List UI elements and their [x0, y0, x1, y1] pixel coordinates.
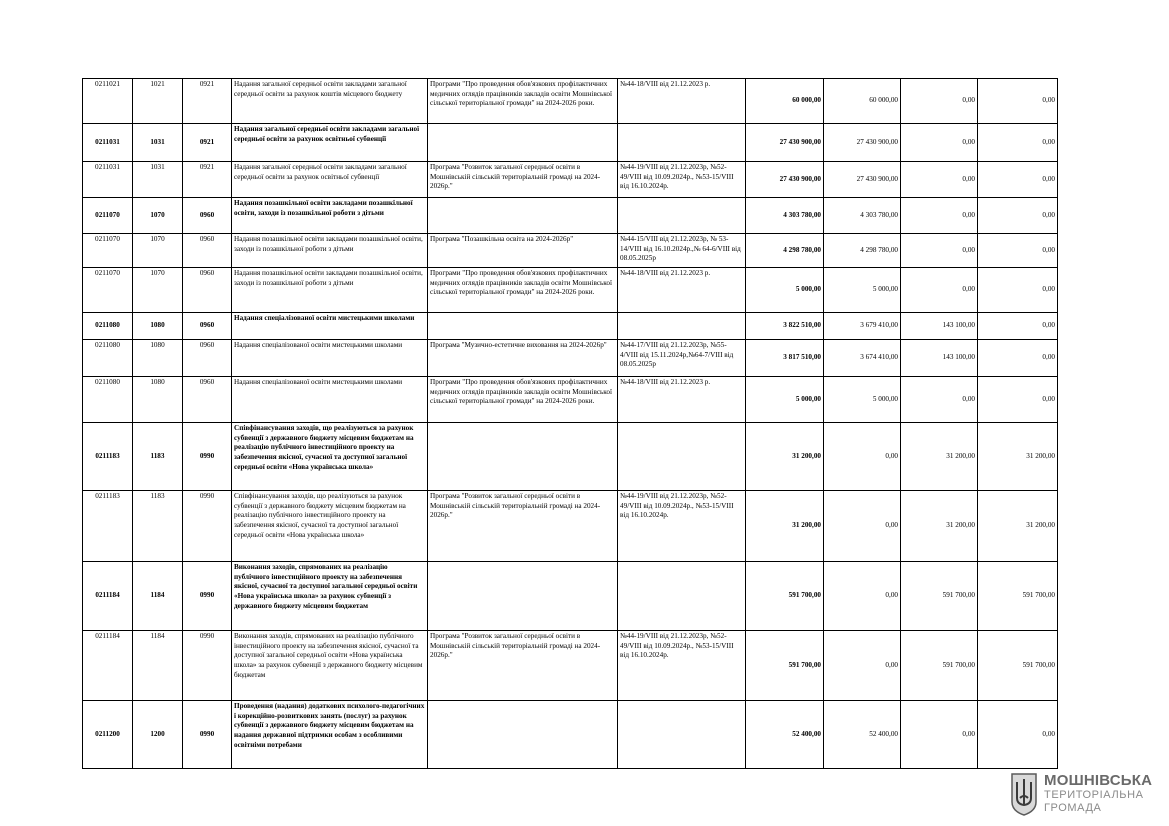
table-row [83, 198, 1058, 234]
cell-development-budget: 31 200,00 [978, 423, 1058, 491]
cell-fkvk-code: 0921 [183, 79, 232, 124]
budget-table [82, 78, 1058, 769]
cell-fkvk-code: 0960 [183, 377, 232, 423]
cell-total: 591 700,00 [746, 631, 824, 701]
cell-fkvk-code: 0960 [183, 313, 232, 340]
cell-special-fund: 0,00 [901, 234, 978, 268]
table-row [83, 79, 1058, 124]
cell-total: 27 430 900,00 [746, 124, 824, 162]
cell-fkvk-code: 0990 [183, 631, 232, 701]
cell-tpkvk-code: 1031 [133, 124, 183, 162]
cell-general-fund: 27 430 900,00 [824, 124, 901, 162]
cell-name: Надання спеціалізованої освіти мистецькими школами [232, 313, 428, 340]
cell-program-code: 0211070 [83, 234, 133, 268]
logo-line-2: ТЕРИТОРІАЛЬНА [1044, 789, 1144, 801]
cell-fkvk-code: 0990 [183, 491, 232, 562]
cell-name: Надання загальної середньої освіти закладами загальної середньої освіти за рахунок освітньої субвенції [232, 124, 428, 162]
logo-line-3: ГРОМАДА [1044, 802, 1102, 814]
cell-fkvk-code: 0990 [183, 701, 232, 769]
cell-name: Співфінансування заходів, що реалізуються за рахунок субвенції з державного бюджету місцевим бюджетам на реалізацію публічного інвестиційного проекту на забезпечення якісної, сучасної та доступної загальної середньої освіти «Нова українська школа» [232, 423, 428, 491]
cell-general-fund: 0,00 [824, 423, 901, 491]
cell-program-code: 0211070 [83, 268, 133, 313]
cell-tpkvk-code: 1080 [133, 313, 183, 340]
cell-program [428, 423, 618, 491]
cell-general-fund: 5 000,00 [824, 268, 901, 313]
cell-name: Надання позашкільної освіти закладами позашкільної освіти, заходи із позашкільної роботи з дітьми [232, 268, 428, 313]
cell-name: Проведення (надання) додаткових психолого-педагогічних і корекційно-розвиткових занять (послуг) за рахунок субвенції з державного бюджету місцевим бюджетам на надання державної підтримки особам з особливими освітніми потребами [232, 701, 428, 769]
table-row [83, 562, 1058, 631]
cell-general-fund: 4 303 780,00 [824, 198, 901, 234]
cell-program-code: 0211080 [83, 313, 133, 340]
table-row [83, 631, 1058, 701]
cell-name: Надання загальної середньої освіти закладами загальної середньої освіти за рахунок коштів місцевого бюджету [232, 79, 428, 124]
cell-name: Надання спеціалізованої освіти мистецькими школами [232, 340, 428, 377]
cell-total: 27 430 900,00 [746, 162, 824, 198]
cell-tpkvk-code: 1070 [133, 234, 183, 268]
cell-fkvk-code: 0921 [183, 162, 232, 198]
table-row [83, 162, 1058, 198]
cell-decision: №44-19/VIII від 21.12.2023р, №52-49/VIII від 10.09.2024р., №53-15/VIII від 16.10.2024р. [618, 491, 746, 562]
cell-special-fund: 0,00 [901, 701, 978, 769]
cell-general-fund: 27 430 900,00 [824, 162, 901, 198]
cell-name: Надання позашкільної освіти закладами позашкільної освіти, заходи із позашкільної роботи з дітьми [232, 198, 428, 234]
cell-tpkvk-code: 1183 [133, 423, 183, 491]
cell-development-budget: 0,00 [978, 377, 1058, 423]
cell-program-code: 0211183 [83, 491, 133, 562]
cell-special-fund: 31 200,00 [901, 491, 978, 562]
cell-fkvk-code: 0921 [183, 124, 232, 162]
cell-special-fund: 0,00 [901, 198, 978, 234]
cell-special-fund: 591 700,00 [901, 631, 978, 701]
logo-line-1: МОШНІВСЬКА [1044, 772, 1153, 789]
cell-general-fund: 0,00 [824, 491, 901, 562]
cell-general-fund: 5 000,00 [824, 377, 901, 423]
cell-program: Програма "Розвиток загальної середньої освіти в Мошнівській сільській територіальній громаді на 2024-2026р." [428, 162, 618, 198]
cell-decision [618, 562, 746, 631]
cell-tpkvk-code: 1031 [133, 162, 183, 198]
cell-development-budget: 31 200,00 [978, 491, 1058, 562]
cell-development-budget: 0,00 [978, 198, 1058, 234]
trident-coat-of-arms-icon [1010, 772, 1038, 816]
cell-program-code: 0211080 [83, 377, 133, 423]
cell-tpkvk-code: 1080 [133, 377, 183, 423]
cell-decision [618, 313, 746, 340]
community-logo [1010, 772, 1160, 818]
cell-special-fund: 143 100,00 [901, 340, 978, 377]
cell-special-fund: 0,00 [901, 162, 978, 198]
cell-decision [618, 701, 746, 769]
cell-tpkvk-code: 1080 [133, 340, 183, 377]
cell-program [428, 562, 618, 631]
cell-name: Співфінансування заходів, що реалізуються за рахунок субвенції з державного бюджету місцевим бюджетам на реалізацію публічного інвестиційного проекту на забезпечення якісної, сучасної та доступної загальної середньої освіти «Нова українська школа» [232, 491, 428, 562]
cell-total: 3 817 510,00 [746, 340, 824, 377]
cell-general-fund: 52 400,00 [824, 701, 901, 769]
cell-development-budget: 0,00 [978, 340, 1058, 377]
cell-total: 5 000,00 [746, 377, 824, 423]
cell-tpkvk-code: 1200 [133, 701, 183, 769]
cell-program-code: 0211184 [83, 631, 133, 701]
cell-program-code: 0211031 [83, 162, 133, 198]
cell-fkvk-code: 0960 [183, 234, 232, 268]
cell-special-fund: 591 700,00 [901, 562, 978, 631]
cell-decision: №44-18/VIII від 21.12.2023 р. [618, 377, 746, 423]
cell-program: Програми "Про проведення обов'язкових профілактичних медичних оглядів працівників закладів освіти Мошнівської сільської територіальної громади" на 2024-2026 роки. [428, 79, 618, 124]
cell-special-fund: 0,00 [901, 377, 978, 423]
cell-tpkvk-code: 1184 [133, 562, 183, 631]
cell-fkvk-code: 0990 [183, 423, 232, 491]
cell-development-budget: 591 700,00 [978, 631, 1058, 701]
cell-development-budget: 0,00 [978, 268, 1058, 313]
cell-development-budget: 0,00 [978, 162, 1058, 198]
cell-special-fund: 0,00 [901, 79, 978, 124]
table-row [83, 124, 1058, 162]
cell-program: Програми "Про проведення обов'язкових профілактичних медичних оглядів працівників закладів освіти Мошнівської сільської територіальної громади" на 2024-2026 роки. [428, 377, 618, 423]
cell-decision [618, 198, 746, 234]
cell-program: Програма "Музично-естетичне виховання на 2024-2026р" [428, 340, 618, 377]
table-row [83, 491, 1058, 562]
cell-decision [618, 124, 746, 162]
cell-name: Надання спеціалізованої освіти мистецькими школами [232, 377, 428, 423]
cell-tpkvk-code: 1021 [133, 79, 183, 124]
cell-name: Надання позашкільної освіти закладами позашкільної освіти, заходи із позашкільної роботи з дітьми [232, 234, 428, 268]
cell-general-fund: 0,00 [824, 562, 901, 631]
cell-total: 4 303 780,00 [746, 198, 824, 234]
cell-fkvk-code: 0960 [183, 268, 232, 313]
cell-tpkvk-code: 1070 [133, 198, 183, 234]
cell-total: 52 400,00 [746, 701, 824, 769]
cell-total: 31 200,00 [746, 423, 824, 491]
cell-program-code: 0211031 [83, 124, 133, 162]
cell-decision: №44-17/VIII від 21.12.2023р, №55-4/VIII від 15.11.2024р,№64-7/VIII від 08.05.2025р [618, 340, 746, 377]
cell-program-code: 0211021 [83, 79, 133, 124]
cell-total: 5 000,00 [746, 268, 824, 313]
cell-program-code: 0211070 [83, 198, 133, 234]
table-row [83, 377, 1058, 423]
cell-general-fund: 4 298 780,00 [824, 234, 901, 268]
cell-total: 591 700,00 [746, 562, 824, 631]
cell-program [428, 701, 618, 769]
cell-development-budget: 0,00 [978, 234, 1058, 268]
cell-special-fund: 0,00 [901, 124, 978, 162]
cell-special-fund: 143 100,00 [901, 313, 978, 340]
cell-general-fund: 3 679 410,00 [824, 313, 901, 340]
cell-program-code: 0211080 [83, 340, 133, 377]
cell-program: Програми "Про проведення обов'язкових профілактичних медичних оглядів працівників закладів освіти Мошнівської сільської територіальної громади" на 2024-2026 роки. [428, 268, 618, 313]
cell-decision [618, 423, 746, 491]
cell-decision: №44-18/VIII від 21.12.2023 р. [618, 268, 746, 313]
cell-decision: №44-19/VIII від 21.12.2023р, №52-49/VIII від 10.09.2024р., №53-15/VIII від 16.10.2024р. [618, 162, 746, 198]
cell-general-fund: 3 674 410,00 [824, 340, 901, 377]
cell-name: Надання загальної середньої освіти закладами загальної середньої освіти за рахунок освітньої субвенції [232, 162, 428, 198]
cell-special-fund: 31 200,00 [901, 423, 978, 491]
cell-program: Програма "Розвиток загальної середньої освіти в Мошнівській сільській територіальній громаді на 2024-2026р." [428, 491, 618, 562]
table-row [83, 313, 1058, 340]
cell-program [428, 313, 618, 340]
cell-total: 4 298 780,00 [746, 234, 824, 268]
cell-program-code: 0211184 [83, 562, 133, 631]
table-row [83, 423, 1058, 491]
cell-fkvk-code: 0960 [183, 198, 232, 234]
table-row [83, 268, 1058, 313]
cell-program: Програма "Розвиток загальної середньої освіти в Мошнівській сільській територіальній громаді на 2024-2026р." [428, 631, 618, 701]
cell-program-code: 0211183 [83, 423, 133, 491]
cell-total: 3 822 510,00 [746, 313, 824, 340]
cell-tpkvk-code: 1183 [133, 491, 183, 562]
cell-general-fund: 60 000,00 [824, 79, 901, 124]
cell-general-fund: 0,00 [824, 631, 901, 701]
cell-total: 60 000,00 [746, 79, 824, 124]
cell-decision: №44-15/VIII від 21.12.2023р, № 53-14/VIII від 16.10.2024р.,№ 64-6/VIII від 08.05.2025р [618, 234, 746, 268]
cell-fkvk-code: 0990 [183, 562, 232, 631]
table-row [83, 234, 1058, 268]
cell-program: Програма "Позашкільна освіта на 2024-2026р" [428, 234, 618, 268]
cell-program [428, 198, 618, 234]
cell-tpkvk-code: 1070 [133, 268, 183, 313]
table-row [83, 340, 1058, 377]
table-row [83, 701, 1058, 769]
cell-decision: №44-19/VIII від 21.12.2023р, №52-49/VIII від 10.09.2024р., №53-15/VIII від 16.10.2024р. [618, 631, 746, 701]
cell-program-code: 0211200 [83, 701, 133, 769]
cell-development-budget: 0,00 [978, 701, 1058, 769]
cell-development-budget: 0,00 [978, 124, 1058, 162]
cell-total: 31 200,00 [746, 491, 824, 562]
cell-program [428, 124, 618, 162]
cell-fkvk-code: 0960 [183, 340, 232, 377]
cell-development-budget: 0,00 [978, 79, 1058, 124]
cell-development-budget: 0,00 [978, 313, 1058, 340]
cell-name: Виконання заходів, спрямованих на реалізацію публічного інвестиційного проекту на забезпечення якісної, сучасної та доступної загальної середньої освіти «Нова українська школа» за рахунок субвенції з державного бюджету місцевим бюджетам [232, 562, 428, 631]
cell-special-fund: 0,00 [901, 268, 978, 313]
cell-tpkvk-code: 1184 [133, 631, 183, 701]
cell-name: Виконання заходів, спрямованих на реалізацію публічного інвестиційного проекту на забезпечення якісної, сучасної та доступної загальної середньої освіти «Нова українська школа» за рахунок субвенції з державного бюджету місцевим бюджетам [232, 631, 428, 701]
cell-development-budget: 591 700,00 [978, 562, 1058, 631]
cell-decision: №44-18/VIII від 21.12.2023 р. [618, 79, 746, 124]
